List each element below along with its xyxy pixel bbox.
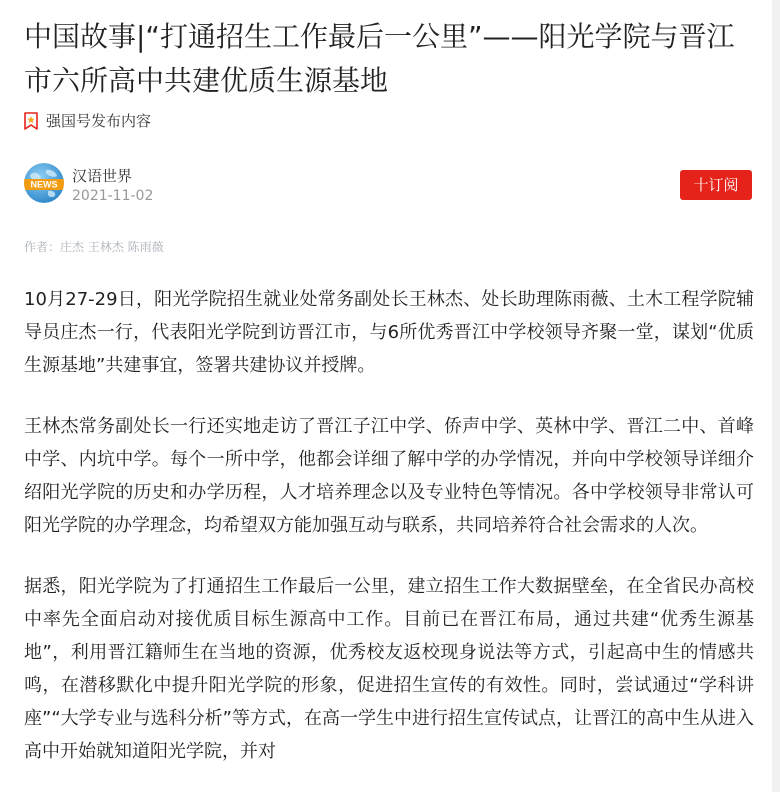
publish-date: 2021-11-02 <box>72 188 154 204</box>
news-globe-avatar[interactable] <box>24 163 64 203</box>
publisher-row <box>24 163 752 207</box>
subscribe-button[interactable]: 十订阅 <box>680 170 752 200</box>
article-body <box>24 283 754 792</box>
source-label-text: 强国号发布内容 <box>46 112 152 130</box>
avatar-text: NEWS <box>30 179 58 190</box>
bookmark-star-icon <box>24 112 38 130</box>
article-paragraph-3: 据悉，阳光学院为了打通招生工作最后一公里，建立招生工作大数据壁垒，在全省民办高校中率先全面启动对接优质目标生源高中工作。目前已在晋江布局，通过共建“优秀生源基地”，利用晋江籍师生在当地的资源，优秀校友返校现身说法等方式，引起高中生的情感共鸣，在潜移默化中提升阳光学院的形象，促进招生宣传的有效性。同时，尝试通过“学科讲座”“大学专业与选科分析”等方式，在高一学生中进行招生宣传试点，让晋江的高中生从进入高中开始就知道阳光学院，并对 <box>24 576 754 762</box>
author-credit: 作者：庄杰 王林杰 陈雨薇 <box>24 240 164 254</box>
scrollbar-track[interactable] <box>772 0 780 792</box>
source-label <box>24 110 151 132</box>
article-title: 中国故事|“打通招生工作最后一公里”——阳光学院与晋江市六所高中共建优质生源基地 <box>24 20 735 97</box>
article-paragraph-1: 10月27-29日，阳光学院招生就业处常务副处长王林杰、处长助理陈雨薇、土木工程学院辅导员庄杰一行，代表阳光学院到访晋江市，与6所优秀晋江中学校领导齐聚一堂，谋划“优质生源基地”共建事宜，签署共建协议并授牌。 <box>24 289 754 376</box>
article-paragraph-2: 王林杰常务副处长一行还实地走访了晋江子江中学、侨声中学、英林中学、晋江二中、首峰中学、内坑中学。每个一所中学，他都会详细了解中学的办学情况，并向中学校领导详细介绍阳光学院的历史和办学历程，人才培养理念以及专业特色等情况。各中学校领导非常认可阳光学院的办学理念，均希望双方能加强互动与联系，共同培养符合社会需求的人次。 <box>24 416 754 536</box>
publisher-name[interactable]: 汉语世界 <box>72 167 133 185</box>
